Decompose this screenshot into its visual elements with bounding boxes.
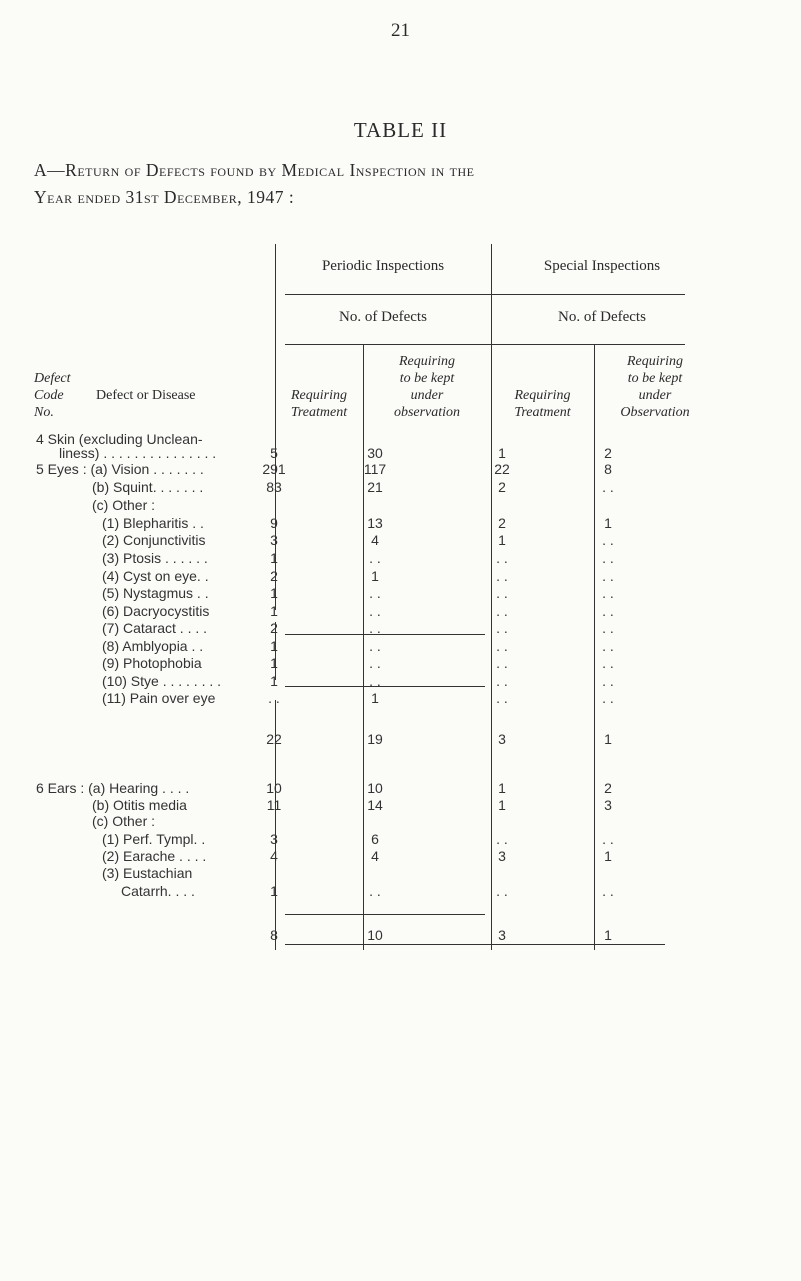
header-requiring-observation-periodic: Requiring to be kept under observation <box>393 354 461 420</box>
table-cell: 8 <box>604 461 612 477</box>
table-cell: 1 <box>498 445 506 461</box>
table-cell: . . <box>602 690 614 706</box>
table-cell: 13 <box>367 515 383 531</box>
table-cell: . . <box>602 568 614 584</box>
row-label: (6) Dacryocystitis <box>102 603 210 619</box>
table-cell: . . <box>602 550 614 566</box>
row-label: (10) Stye . . . . . . . . <box>102 673 222 689</box>
table-cell: 3 <box>498 848 506 864</box>
table-cell: . . <box>496 550 508 566</box>
table-cell: 3 <box>498 927 506 943</box>
table-cell: 117 <box>363 461 387 477</box>
table-cell: 3 <box>498 731 506 747</box>
table-cell: 1 <box>604 848 612 864</box>
table-cell: 2 <box>270 568 278 584</box>
header-defect-code-3: No. <box>34 405 54 420</box>
table-cell: 2 <box>498 479 506 495</box>
table-cell: 1 <box>498 532 506 548</box>
table-cell: 291 <box>262 461 286 477</box>
header-no-of-defects-periodic: No. of Defects <box>339 309 427 325</box>
table-cell: 1 <box>270 673 278 689</box>
table-cell: . . <box>602 532 614 548</box>
row-label: (2) Conjunctivitis <box>102 532 206 548</box>
table-cell: 10 <box>266 780 282 796</box>
table-cell: . . <box>496 620 508 636</box>
table-cell: . . <box>496 883 508 899</box>
table-cell: 1 <box>604 731 612 747</box>
table-cell: . . <box>369 585 381 601</box>
rule-header-2 <box>285 344 685 345</box>
table-cell: . . <box>602 603 614 619</box>
caption-line-1-text: Return of Defects found by Medical Inspection in the <box>65 160 475 180</box>
table-cell: . . <box>496 603 508 619</box>
table-cell: . . <box>369 620 381 636</box>
table-cell: 4 <box>270 848 278 864</box>
table-cell: . . <box>602 883 614 899</box>
table-cell: 1 <box>604 927 612 943</box>
header-defect-code-1: Defect <box>34 371 71 386</box>
row-label: (11) Pain over eye <box>102 690 216 706</box>
table-cell: . . <box>369 550 381 566</box>
table-cell: . . <box>369 655 381 671</box>
table-cell: 1 <box>371 568 379 584</box>
row-label: (8) Amblyopia . . <box>102 638 204 654</box>
header-defect-code-2: Code <box>34 388 64 403</box>
page-number: 21 <box>391 20 410 41</box>
header-requiring-treatment-periodic: Requiring Treatment <box>290 388 348 420</box>
table-cell: 2 <box>498 515 506 531</box>
table-cell: 1 <box>270 550 278 566</box>
table-cell: 21 <box>367 479 383 495</box>
table-cell: . . <box>496 585 508 601</box>
table-cell: 22 <box>266 731 282 747</box>
table-cell: 8 <box>270 927 278 943</box>
table-cell: 1 <box>270 638 278 654</box>
table-cell: 4 <box>371 532 379 548</box>
table-cell: . . <box>369 673 381 689</box>
header-requiring-treatment-special: Requiring Treatment <box>514 388 571 420</box>
table-cell: . . <box>602 479 614 495</box>
table-cell: 1 <box>371 690 379 706</box>
header-special-inspections: Special Inspections <box>543 258 661 274</box>
table-cell: . . <box>602 655 614 671</box>
table-cell: 6 <box>371 831 379 847</box>
table-cell: 9 <box>270 515 278 531</box>
table-cell: . . <box>496 831 508 847</box>
row-label: (c) Other : <box>92 497 156 513</box>
rule-subtotal-2-top <box>285 914 485 915</box>
table-cell: 3 <box>270 532 278 548</box>
row-label: (3) Ptosis . . . . . . <box>102 550 208 566</box>
table-cell: . . <box>496 638 508 654</box>
row-label: (5) Nystagmus . . <box>102 585 209 601</box>
row-label: (1) Blepharitis . . <box>102 515 204 531</box>
table-title: TABLE II <box>353 118 448 142</box>
row-label: (7) Cataract . . . . <box>102 620 208 636</box>
row-label: (3) Eustachian <box>102 865 193 881</box>
table-cell: 30 <box>367 445 383 461</box>
row-label: (1) Perf. Tympl. . <box>102 831 206 847</box>
table-cell: 1 <box>270 883 278 899</box>
table-cell: 1 <box>270 603 278 619</box>
row-label: Catarrh. . . . <box>121 883 195 899</box>
table-cell: 19 <box>367 731 383 747</box>
rule-header-1 <box>285 294 685 295</box>
table-cell: 10 <box>367 780 383 796</box>
table-cell: . . <box>369 883 381 899</box>
table-cell: . . <box>602 620 614 636</box>
table-cell: . . <box>369 603 381 619</box>
table-cell: 2 <box>270 620 278 636</box>
table-cell: . . <box>496 568 508 584</box>
rule-subtotal-2-bottom <box>285 944 665 945</box>
table-cell: . . <box>496 655 508 671</box>
table-cell: 10 <box>367 927 383 943</box>
table-cell: . . <box>602 673 614 689</box>
row-label: (9) Photophobia <box>102 655 202 671</box>
table-cell: 1 <box>498 797 506 813</box>
table-cell: 1 <box>270 655 278 671</box>
row-label: (b) Squint. . . . . . . <box>92 479 204 495</box>
table-cell: 83 <box>266 479 282 495</box>
table-cell: 1 <box>270 585 278 601</box>
table-cell: 3 <box>604 797 612 813</box>
caption-line-2: Year ended 31st December, 1947 : <box>34 187 295 207</box>
row-label: 5 Eyes : (a) Vision . . . . . . . <box>36 461 204 477</box>
row-label: (4) Cyst on eye. . <box>102 568 209 584</box>
header-periodic-inspections: Periodic Inspections <box>321 258 445 274</box>
table-cell: . . <box>602 831 614 847</box>
caption-prefix: A— <box>34 160 66 180</box>
table-cell: 2 <box>604 445 612 461</box>
caption-line-1 <box>34 160 475 181</box>
row-label: liness) . . . . . . . . . . . . . . . <box>59 445 217 461</box>
row-label: (b) Otitis media <box>92 797 187 813</box>
table-cell: 5 <box>270 445 278 461</box>
table-cell: . . <box>268 690 280 706</box>
table-cell: 1 <box>604 515 612 531</box>
table-cell: 2 <box>604 780 612 796</box>
table-cell: . . <box>602 638 614 654</box>
table-cell: 1 <box>498 780 506 796</box>
table-cell: 14 <box>367 797 383 813</box>
table-cell: . . <box>369 638 381 654</box>
table-cell: 3 <box>270 831 278 847</box>
header-defect-or-disease: Defect or Disease <box>96 388 196 403</box>
row-label: 4 Skin (excluding Unclean- <box>36 431 203 447</box>
table-cell: . . <box>496 690 508 706</box>
table-cell: 11 <box>266 797 282 813</box>
header-no-of-defects-special: No. of Defects <box>558 309 646 325</box>
table-cell: . . <box>602 585 614 601</box>
row-label: 6 Ears : (a) Hearing . . . . <box>36 780 190 796</box>
table-cell: . . <box>496 673 508 689</box>
row-label: (2) Earache . . . . <box>102 848 207 864</box>
row-label: (c) Other : <box>92 813 156 829</box>
header-requiring-observation-special: Requiring to be kept under Observation <box>620 354 690 420</box>
table-cell: 22 <box>494 461 510 477</box>
table-cell: 4 <box>371 848 379 864</box>
